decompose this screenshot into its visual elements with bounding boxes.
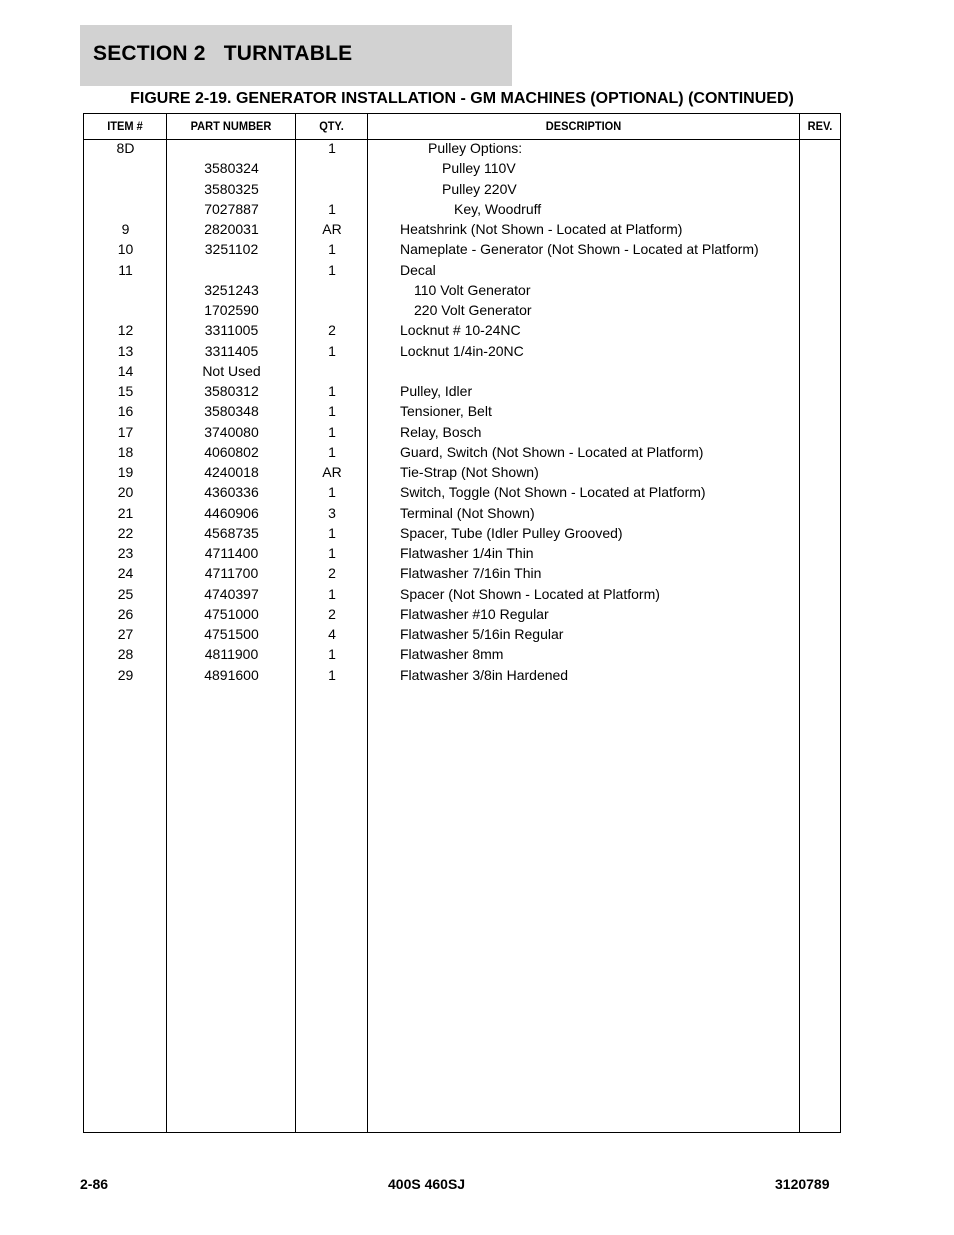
- cell-qty: 1: [328, 423, 336, 440]
- cell-qty: 1: [328, 545, 336, 561]
- section-header: [80, 25, 512, 86]
- cell-part-number: 4568735: [204, 524, 259, 541]
- table-row: [84, 545, 840, 565]
- table-row: [84, 484, 840, 504]
- cell-item-number: 27: [117, 626, 134, 642]
- cell-part-number: 3580324: [204, 160, 259, 177]
- table-row: [84, 241, 840, 261]
- cell-description: Decal: [400, 261, 436, 278]
- cell-item-number: 8D: [116, 140, 135, 156]
- cell-description: Tensioner, Belt: [400, 403, 492, 420]
- cell-part-number: 4711700: [204, 565, 259, 582]
- table-row: [84, 221, 840, 241]
- cell-description: Terminal (Not Shown): [400, 504, 535, 521]
- table-row: [84, 383, 840, 403]
- cell-part-number: Not Used: [202, 362, 261, 379]
- cell-item-number: 18: [117, 443, 134, 460]
- table-row: [84, 262, 840, 282]
- cell-part-number: 3580325: [204, 180, 259, 197]
- cell-description: 110 Volt Generator: [414, 281, 531, 298]
- cell-item-number: 20: [117, 484, 134, 501]
- table-row: [84, 505, 840, 525]
- cell-part-number: 3580312: [204, 383, 259, 399]
- cell-description: Flatwasher 3/8in Hardened: [400, 666, 569, 683]
- cell-item-number: 25: [117, 585, 134, 602]
- table-header-row: [84, 114, 840, 140]
- cell-qty: 1: [328, 666, 336, 683]
- table-row: [84, 201, 840, 221]
- table-row: [84, 444, 840, 464]
- cell-part-number: 4751000: [204, 605, 259, 622]
- cell-part-number: 3740080: [204, 423, 259, 440]
- table-row: [84, 424, 840, 444]
- cell-item-number: 19: [117, 464, 134, 480]
- cell-part-number: 4460906: [204, 504, 259, 521]
- cell-part-number: 1702590: [204, 302, 259, 318]
- cell-qty: [296, 282, 368, 302]
- cell-item-number: 29: [117, 666, 134, 683]
- footer-doc-number: 3120789: [775, 1176, 830, 1192]
- table-row: [84, 363, 840, 383]
- cell-qty: 1: [328, 585, 336, 602]
- cell-description: 220 Volt Generator: [414, 302, 532, 318]
- cell-item-number: 28: [117, 646, 134, 663]
- cell-qty: [296, 181, 368, 201]
- cell-qty: 1: [328, 484, 336, 501]
- cell-description: Flatwasher 1/4in Thin: [400, 545, 534, 561]
- cell-description: Flatwasher #10 Regular: [400, 605, 549, 622]
- cell-part-number: 7027887: [204, 200, 259, 217]
- cell-part-number: 4240018: [204, 464, 259, 480]
- cell-qty: [296, 302, 368, 322]
- header-rev: REV.: [807, 119, 833, 133]
- cell-item-number: [84, 201, 167, 221]
- cell-description: Spacer, Tube (Idler Pulley Grooved): [400, 524, 623, 541]
- cell-qty: 1: [328, 200, 336, 217]
- cell-description: Pulley 220V: [442, 180, 517, 197]
- header-qty: QTY.: [319, 119, 344, 133]
- cell-description: Pulley, Idler: [400, 383, 473, 399]
- figure-title: FIGURE 2-19. GENERATOR INSTALLATION - GM MACHINES (OPTIONAL) (CONTINUED): [130, 90, 794, 107]
- cell-qty: 3: [328, 504, 336, 521]
- cell-qty: 1: [328, 342, 336, 359]
- table-row: [84, 322, 840, 342]
- cell-qty: [296, 363, 368, 383]
- cell-qty: 1: [328, 524, 336, 541]
- cell-description: Tie-Strap (Not Shown): [400, 464, 539, 480]
- cell-item-number: 10: [117, 241, 134, 258]
- cell-part-number: 4751500: [204, 626, 259, 642]
- cell-part-number: [167, 140, 296, 160]
- table-row: [84, 667, 840, 687]
- cell-description: Pulley Options:: [428, 140, 523, 156]
- table-row: [84, 282, 840, 302]
- cell-item-number: 14: [117, 362, 134, 379]
- table-row: [84, 606, 840, 626]
- table-row: [84, 302, 840, 322]
- cell-item-number: [84, 302, 167, 322]
- table-row: [84, 181, 840, 201]
- cell-qty: 1: [328, 403, 336, 420]
- table-row: [84, 464, 840, 484]
- cell-description: [400, 363, 800, 383]
- cell-item-number: 21: [117, 504, 134, 521]
- cell-description: Locknut 1/4in-20NC: [400, 342, 524, 359]
- parts-table: [83, 113, 841, 1133]
- cell-description: Pulley 110V: [442, 160, 516, 177]
- cell-qty: 2: [328, 322, 336, 339]
- cell-item-number: 24: [117, 565, 134, 582]
- cell-part-number: 4891600: [204, 666, 259, 683]
- cell-qty: 2: [328, 605, 336, 622]
- cell-part-number: 4060802: [204, 443, 259, 460]
- cell-part-number: 3251243: [204, 281, 259, 298]
- cell-qty: 1: [328, 646, 336, 663]
- section-title: SECTION 2 TURNTABLE: [93, 42, 353, 65]
- cell-qty: AR: [322, 464, 342, 480]
- cell-qty: 1: [328, 261, 336, 278]
- cell-item-number: 16: [117, 403, 134, 420]
- cell-item-number: 23: [117, 545, 134, 561]
- cell-qty: 1: [328, 383, 336, 399]
- cell-description: Switch, Toggle (Not Shown - Located at Platform): [400, 484, 706, 501]
- table-row: [84, 140, 840, 160]
- cell-item-number: 13: [117, 342, 134, 359]
- table-row: [84, 626, 840, 646]
- cell-part-number: 4811900: [204, 646, 259, 663]
- cell-description: Flatwasher 5/16in Regular: [400, 626, 564, 642]
- cell-part-number: 3311005: [204, 322, 259, 339]
- cell-part-number: 3580348: [204, 403, 259, 420]
- header-part-number: PART NUMBER: [190, 119, 272, 133]
- cell-item-number: 15: [117, 383, 134, 399]
- cell-description: Flatwasher 7/16in Thin: [400, 565, 542, 582]
- cell-description: Heatshrink (Not Shown - Located at Platform): [400, 221, 683, 237]
- cell-description: Nameplate - Generator (Not Shown - Located at Platform): [400, 241, 759, 258]
- header-item: ITEM #: [107, 119, 143, 133]
- cell-item-number: [84, 160, 167, 180]
- cell-part-number: 4360336: [204, 484, 259, 501]
- table-row: [84, 646, 840, 666]
- cell-part-number: 4711400: [204, 545, 259, 561]
- cell-item-number: [84, 282, 167, 302]
- cell-qty: 4: [328, 626, 336, 642]
- table-row: [84, 403, 840, 423]
- table-row: [84, 525, 840, 545]
- cell-item-number: 17: [117, 423, 134, 440]
- footer-model: 400S 460SJ: [388, 1176, 466, 1192]
- table-row: [84, 565, 840, 585]
- cell-item-number: 26: [117, 605, 134, 622]
- cell-part-number: [167, 262, 296, 282]
- cell-description: Guard, Switch (Not Shown - Located at Platform): [400, 443, 704, 460]
- cell-part-number: 3251102: [204, 241, 259, 258]
- table-row: [84, 586, 840, 606]
- cell-item-number: 9: [121, 221, 130, 237]
- cell-description: Key, Woodruff: [454, 200, 542, 217]
- header-description: DESCRIPTION: [545, 119, 622, 133]
- cell-qty: 1: [328, 241, 336, 258]
- cell-description: Spacer (Not Shown - Located at Platform): [400, 585, 660, 602]
- cell-part-number: 2820031: [204, 221, 259, 237]
- table-body: [84, 140, 840, 687]
- cell-part-number: 4740397: [204, 585, 259, 602]
- cell-qty: AR: [322, 221, 342, 237]
- cell-item-number: 22: [117, 524, 134, 541]
- cell-part-number: 3311405: [204, 342, 259, 359]
- cell-item-number: 12: [117, 322, 134, 339]
- cell-description: Relay, Bosch: [400, 423, 482, 440]
- cell-description: Flatwasher 8mm: [400, 646, 504, 663]
- cell-description: Locknut # 10-24NC: [400, 322, 521, 339]
- cell-item-number: [84, 181, 167, 201]
- table-row: [84, 343, 840, 363]
- cell-qty: 1: [328, 443, 336, 460]
- cell-qty: 2: [328, 565, 336, 582]
- footer-page-number: 2-86: [80, 1176, 109, 1192]
- table-row: [84, 160, 840, 180]
- cell-qty: [296, 160, 368, 180]
- cell-qty: 1: [328, 140, 336, 156]
- cell-item-number: 11: [118, 261, 133, 278]
